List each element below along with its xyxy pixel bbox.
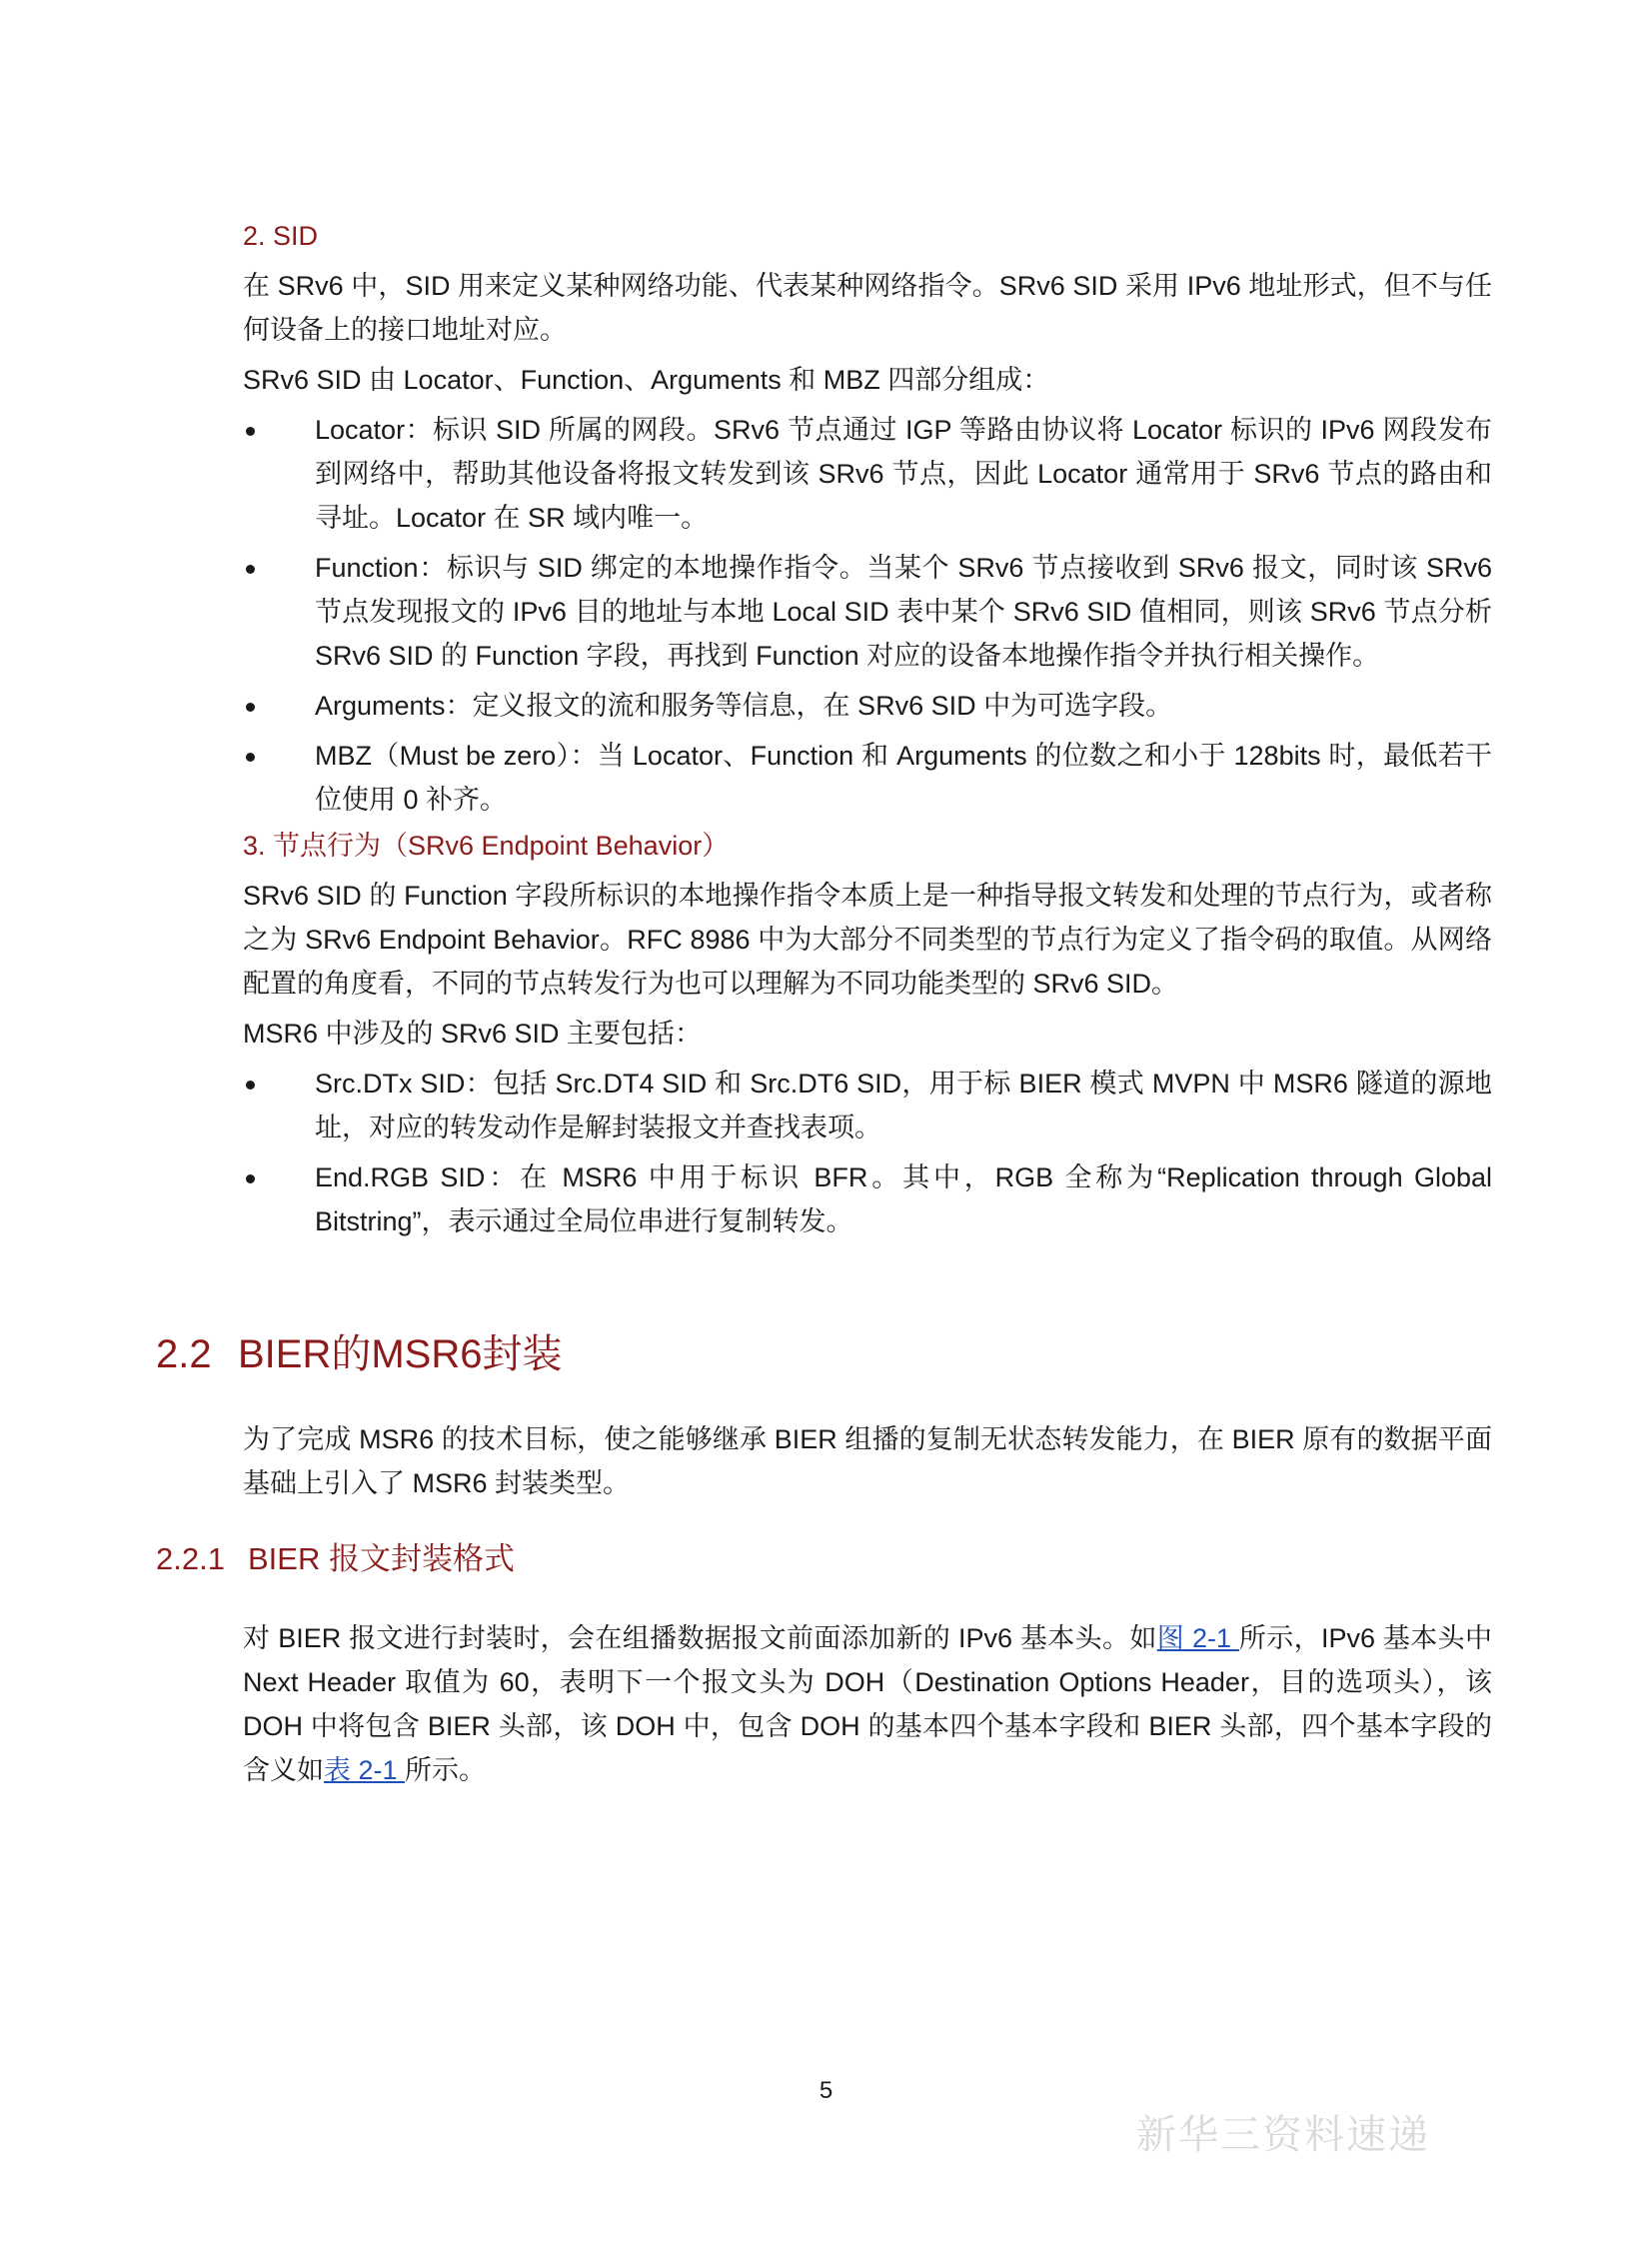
- list-item: [243, 546, 1492, 678]
- page-number: 5: [819, 2077, 833, 2104]
- paragraph-sid-parts: SRv6 SID 由 Locator、Function、Arguments 和 MBZ 四部分组成：: [243, 365, 1050, 395]
- paragraph-sid-intro: 在 SRv6 中，SID 用来定义某种网络功能、代表某种网络指令。SRv6 SID 采用 IPv6 地址形式，但不与任何设备上的接口地址对应。: [243, 271, 1492, 345]
- list-item-text: Arguments：定义报文的流和服务等信息，在 SRv6 SID 中为可选字段。: [315, 691, 1173, 721]
- list-item: [243, 1062, 1492, 1149]
- list-item: [243, 684, 1492, 728]
- section-title: BIER的MSR6封装: [238, 1332, 563, 1376]
- bullet-icon: [246, 427, 255, 436]
- list-item-text: Function：标识与 SID 绑定的本地操作指令。当某个 SRv6 节点接收到 SRv6 报文，同时该 SRv6 节点发现报文的 IPv6 目的地址与本地 Local SID 表中某个 SRv6 SID 值相同，则该 SRv6 节点分析 SRv6 SID 的 Function 字段，再找到 Function 对应的设备本地操作指令并执行相关操作。: [315, 553, 1492, 671]
- paragraph-bier-format: [243, 1616, 1492, 1792]
- heading-sid: 2. SID: [243, 221, 319, 251]
- table-2-1-link[interactable]: 表 2-1: [324, 1755, 406, 1785]
- section-sid: [243, 218, 1492, 1249]
- list-item: [243, 734, 1492, 822]
- list-srv6-sids: [243, 1062, 1492, 1243]
- list-sid-parts: [243, 408, 1492, 822]
- section-2-2-body: [243, 1417, 1492, 1511]
- section-title: BIER 报文封装格式: [248, 1541, 515, 1576]
- paragraph-msr6-encap: 为了完成 MSR6 的技术目标，使之能够继承 BIER 组播的复制无状态转发能力，在 BIER 原有的数据平面基础上引入了 MSR6 封装类型。: [243, 1424, 1492, 1498]
- list-item-text: MBZ（Must be zero）：当 Locator、Function 和 Arguments 的位数之和小于 128bits 时，最低若干位使用 0 补齐。: [315, 741, 1492, 815]
- section-2-2-1-body: [243, 1616, 1492, 1798]
- watermark: 新华三资料速递: [1136, 2112, 1430, 2158]
- bullet-icon: [246, 703, 255, 712]
- list-item: [243, 408, 1492, 540]
- paragraph-text: 对 BIER 报文进行封装时，会在组播数据报文前面添加新的 IPv6 基本头。如: [243, 1623, 1157, 1653]
- paragraph-text: 所示。: [405, 1755, 487, 1785]
- heading-endpoint-behavior: 3. 节点行为（SRv6 Endpoint Behavior）: [243, 831, 730, 861]
- section-number: 2.2.1: [156, 1541, 225, 1576]
- figure-2-1-link[interactable]: 图 2-1: [1156, 1623, 1239, 1653]
- paragraph-behavior: SRv6 SID 的 Function 字段所标识的本地操作指令本质上是一种指导报文转发和处理的节点行为，或者称之为 SRv6 Endpoint Behavior。RFC 8986 中为大部分不同类型的节点行为定义了指令码的取值。从网络配置的角度看，不同的节点转发行为也可以理解为不同功能类型的 SRv6 SID。: [243, 881, 1492, 999]
- list-item-text: Src.DTx SID：包括 Src.DT4 SID 和 Src.DT6 SID，用于标 BIER 模式 MVPN 中 MSR6 隧道的源地址，对应的转发动作是解封装报文并查找表项。: [315, 1069, 1492, 1142]
- paragraph-text: 所示，IPv6 基本头中 Next Header 取值为 60，表明下一个报文头为 DOH（Destination Options Header，目的选项头），该 DOH 中将包含 BIER 头部，该 DOH 中，包含 DOH 的基本四个基本字段和 BIER 头部，四个基本字段的含义如: [243, 1623, 1492, 1785]
- section-number: 2.2: [156, 1332, 212, 1376]
- paragraph-behavior-list-intro: MSR6 中涉及的 SRv6 SID 主要包括：: [243, 1019, 703, 1049]
- bullet-icon: [246, 565, 255, 574]
- bullet-icon: [246, 1081, 255, 1090]
- heading-section-2-2: [156, 1329, 563, 1379]
- bullet-icon: [246, 1174, 255, 1183]
- list-item-text: End.RGB SID：在 MSR6 中用于标识 BFR。其中，RGB 全称为“Replication through Global Bitstring”，表示通过全局位串进行复制转发。: [315, 1162, 1492, 1236]
- list-item: [243, 1155, 1492, 1243]
- bullet-icon: [246, 753, 255, 762]
- heading-section-2-2-1: [156, 1539, 515, 1579]
- list-item-text: Locator：标识 SID 所属的网段。SRv6 节点通过 IGP 等路由协议将 Locator 标识的 IPv6 网段发布到网络中，帮助其他设备将报文转发到该 SRv6 节点，因此 Locator 通常用于 SRv6 节点的路由和寻址。Locator 在 SR 域内唯一。: [315, 415, 1492, 533]
